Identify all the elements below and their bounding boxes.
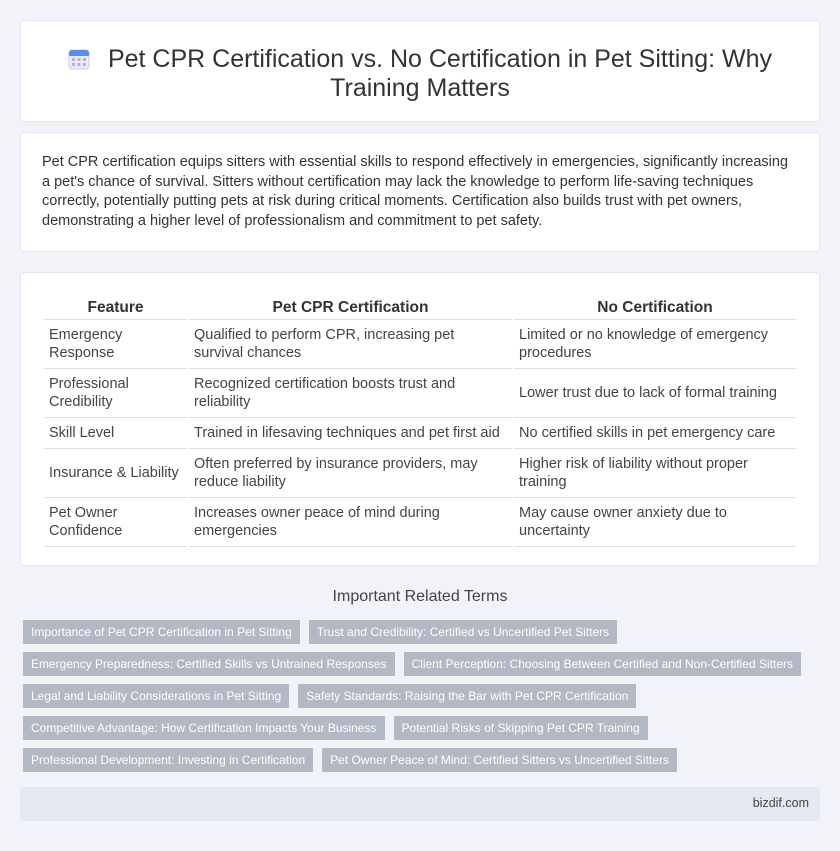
- cell-no-certification: No certified skills in pet emergency care: [514, 418, 796, 449]
- cell-feature: Pet Owner Confidence: [44, 498, 187, 547]
- page-title: [61, 45, 779, 103]
- header-feature: Feature: [44, 295, 187, 320]
- related-terms-list: [23, 620, 803, 780]
- table-header-row: [44, 295, 796, 320]
- header: [61, 45, 779, 103]
- cell-certification: Recognized certification boosts trust and reliability: [189, 369, 512, 418]
- related-term-tag[interactable]: Trust and Credibility: Certified vs Uncertified Pet Sitters: [309, 620, 617, 644]
- intro-paragraph: Pet CPR certification equips sitters with essential skills to respond effectively in emergencies, significantly increasing a pet's chance of survival. Sitters without certification may lack the knowledge to perform life-saving techniques correctly, potentially putting pets at risk during critical moments. Certification also builds trust with pet owners, demonstrating a higher level of professionalism and commitment to pet safety.: [42, 154, 789, 229]
- related-term-tag[interactable]: Client Perception: Choosing Between Certified and Non-Certified Sitters: [404, 652, 802, 676]
- tag-row: [23, 748, 803, 772]
- related-term-tag[interactable]: Safety Standards: Raising the Bar with Pet CPR Certification: [298, 684, 636, 708]
- page-title-text: Pet CPR Certification vs. No Certification in Pet Sitting: Why Training Matters: [107, 45, 773, 102]
- cell-feature: Emergency Response: [44, 320, 187, 369]
- related-term-tag[interactable]: Professional Development: Investing in Certification: [23, 748, 313, 772]
- tag-row: [23, 620, 803, 644]
- tag-row: [23, 684, 803, 708]
- header-certification: Pet CPR Certification: [189, 295, 512, 320]
- table-row: [44, 320, 796, 369]
- comparison-card: [20, 272, 820, 566]
- cell-no-certification: Limited or no knowledge of emergency procedures: [514, 320, 796, 369]
- table-row: [44, 369, 796, 418]
- tag-row: [23, 716, 803, 740]
- table-row: [44, 418, 796, 449]
- related-term-tag[interactable]: Legal and Liability Considerations in Pet Sitting: [23, 684, 289, 708]
- calendar-icon: [68, 48, 90, 70]
- intro-card: [20, 132, 820, 252]
- tag-row: [23, 652, 803, 676]
- cell-certification: Trained in lifesaving techniques and pet first aid: [189, 418, 512, 449]
- related-terms-title: Important Related Terms: [332, 588, 508, 605]
- cell-no-certification: May cause owner anxiety due to uncertainty: [514, 498, 796, 547]
- cell-feature: Skill Level: [44, 418, 187, 449]
- cell-no-certification: Lower trust due to lack of formal training: [514, 369, 796, 418]
- related-term-tag[interactable]: Emergency Preparedness: Certified Skills vs Untrained Responses: [23, 652, 395, 676]
- comparison-table: [42, 295, 798, 547]
- related-term-tag[interactable]: Competitive Advantage: How Certification Impacts Your Business: [23, 716, 385, 740]
- footer-brand[interactable]: bizdif.com: [752, 796, 809, 810]
- cell-feature: Professional Credibility: [44, 369, 187, 418]
- table-row: [44, 498, 796, 547]
- related-term-tag[interactable]: Importance of Pet CPR Certification in Pet Sitting: [23, 620, 300, 644]
- cell-no-certification: Higher risk of liability without proper training: [514, 449, 796, 498]
- header-card: [20, 20, 820, 122]
- related-term-tag[interactable]: Pet Owner Peace of Mind: Certified Sitters vs Uncertified Sitters: [322, 748, 677, 772]
- cell-certification: Increases owner peace of mind during emergencies: [189, 498, 512, 547]
- related-term-tag[interactable]: Potential Risks of Skipping Pet CPR Training: [394, 716, 648, 740]
- header-no-certification: No Certification: [514, 295, 796, 320]
- cell-feature: Insurance & Liability: [44, 449, 187, 498]
- footer: [20, 787, 820, 821]
- table-row: [44, 449, 796, 498]
- cell-certification: Often preferred by insurance providers, may reduce liability: [189, 449, 512, 498]
- cell-certification: Qualified to perform CPR, increasing pet survival chances: [189, 320, 512, 369]
